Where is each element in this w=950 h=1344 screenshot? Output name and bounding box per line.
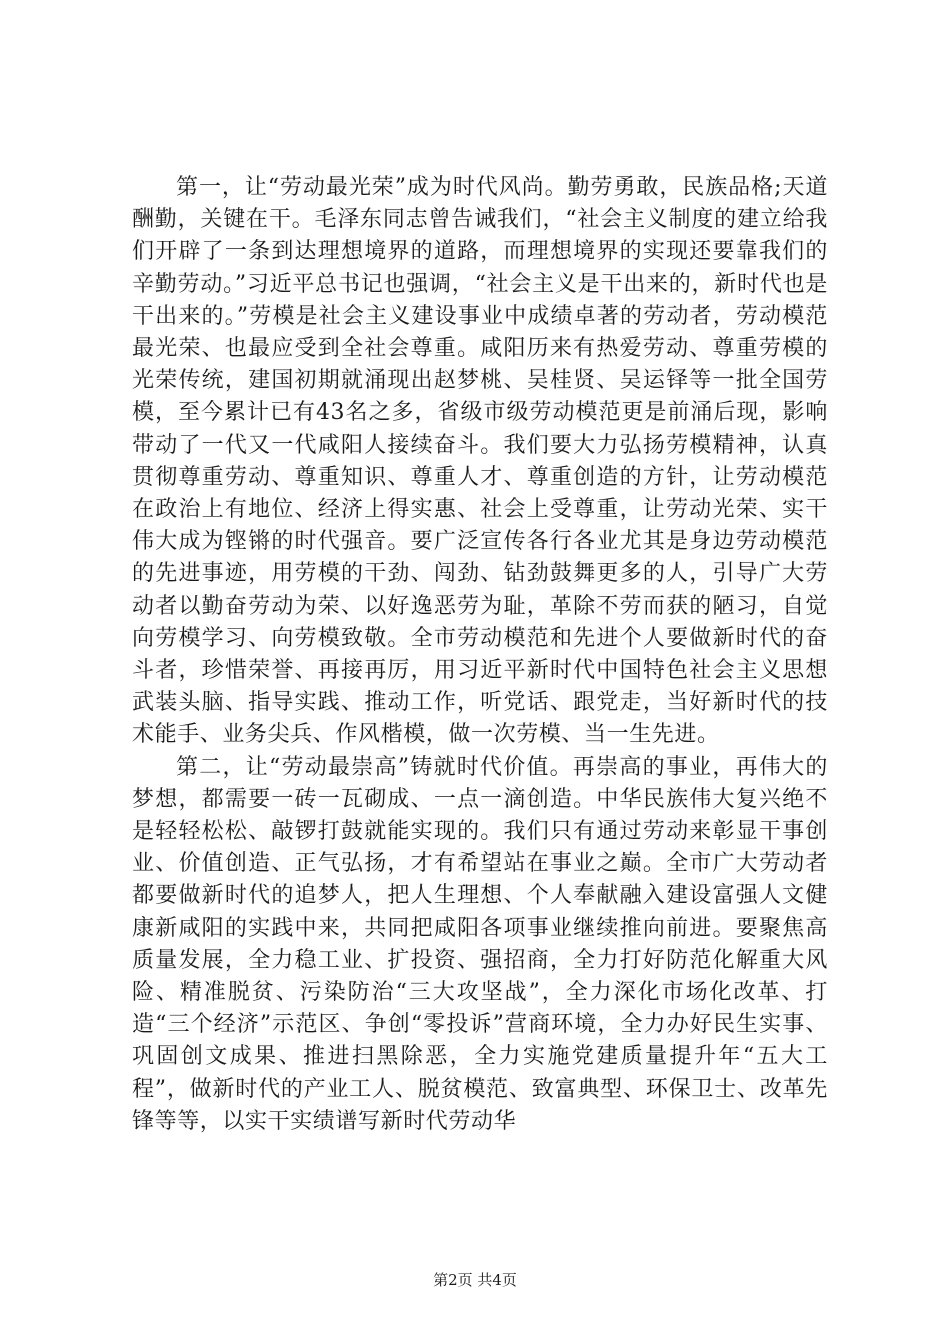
document-body xyxy=(132,172,828,1138)
paragraph-2: 第二，让“劳动最崇高”铸就时代价值。再崇高的事业，再伟大的梦想，都需要一砖一瓦砌成、一点一滴创造。中华民族伟大复兴绝不是轻轻松松、敲锣打鼓就能实现的。我们只有通过劳动来彰显干事创业、价值创造、正气弘扬，才有希望站在事业之巅。全市广大劳动者都要做新时代的追梦人，把人生理想、个人奉献融入建设富强人文健康新咸阳的实践中来，共同把咸阳各项事业继续推向前进。要聚焦高质量发展，全力稳工业、扩投资、强招商，全力打好防范化解重大风险、精准脱贫、污染防治“三大攻坚战”，全力深化市场化改革、打造“三个经济”示范区、争创“零投诉”营商环境，全力办好民生实事、巩固创文成果、推进扫黑除恶，全力实施党建质量提升年“五大工程”，做新时代的产业工人、脱贫模范、致富典型、环保卫士、改革先锋等等，以实干实绩谱写新时代劳动华 xyxy=(132,754,828,1134)
paragraph-1: 第一，让“劳动最光荣”成为时代风尚。勤劳勇敢，民族品格;天道酬勤，关键在干。毛泽东同志曾告诫我们，“社会主义制度的建立给我们开辟了一条到达理想境界的道路，而理想境界的实现还要靠我们的辛勤劳动。”习近平总书记也强调，“社会主义是干出来的，新时代也是干出来的。”劳模是社会主义建设事业中成绩卓著的劳动者，劳动模范最光荣、也最应受到全社会尊重。咸阳历来有热爱劳动、尊重劳模的光荣传统，建国初期就涌现出赵梦桃、吴桂贤、吴运铎等一批全国劳模，至今累计已有43名之多，省级市级劳动模范更是前涌后现，影响带动了一代又一代咸阳人接续奋斗。我们要大力弘扬劳模精神，认真贯彻尊重劳动、尊重知识、尊重人才、尊重创造的方针，让劳动模范在政治上有地位、经济上得实惠、社会上受尊重，让劳动光荣、实干伟大成为铿锵的时代强音。要广泛宣传各行各业尤其是身边劳动模范的先进事迹，用劳模的干劲、闯劲、钻劲鼓舞更多的人，引导广大劳动者以勤奋劳动为荣、以好逸恶劳为耻，革除不劳而获的陋习，自觉向劳模学习、向劳模致敬。全市劳动模范和先进个人要做新时代的奋斗者，珍惜荣誉、再接再厉，用习近平新时代中国特色社会主义思想武装头脑、指导实践、推动工作，听党话、跟党走，当好新时代的技术能手、业务尖兵、作风楷模，做一次劳模、当一生先进。 xyxy=(132,175,828,748)
page-number-footer: 第2页 共4页 xyxy=(433,1271,517,1289)
